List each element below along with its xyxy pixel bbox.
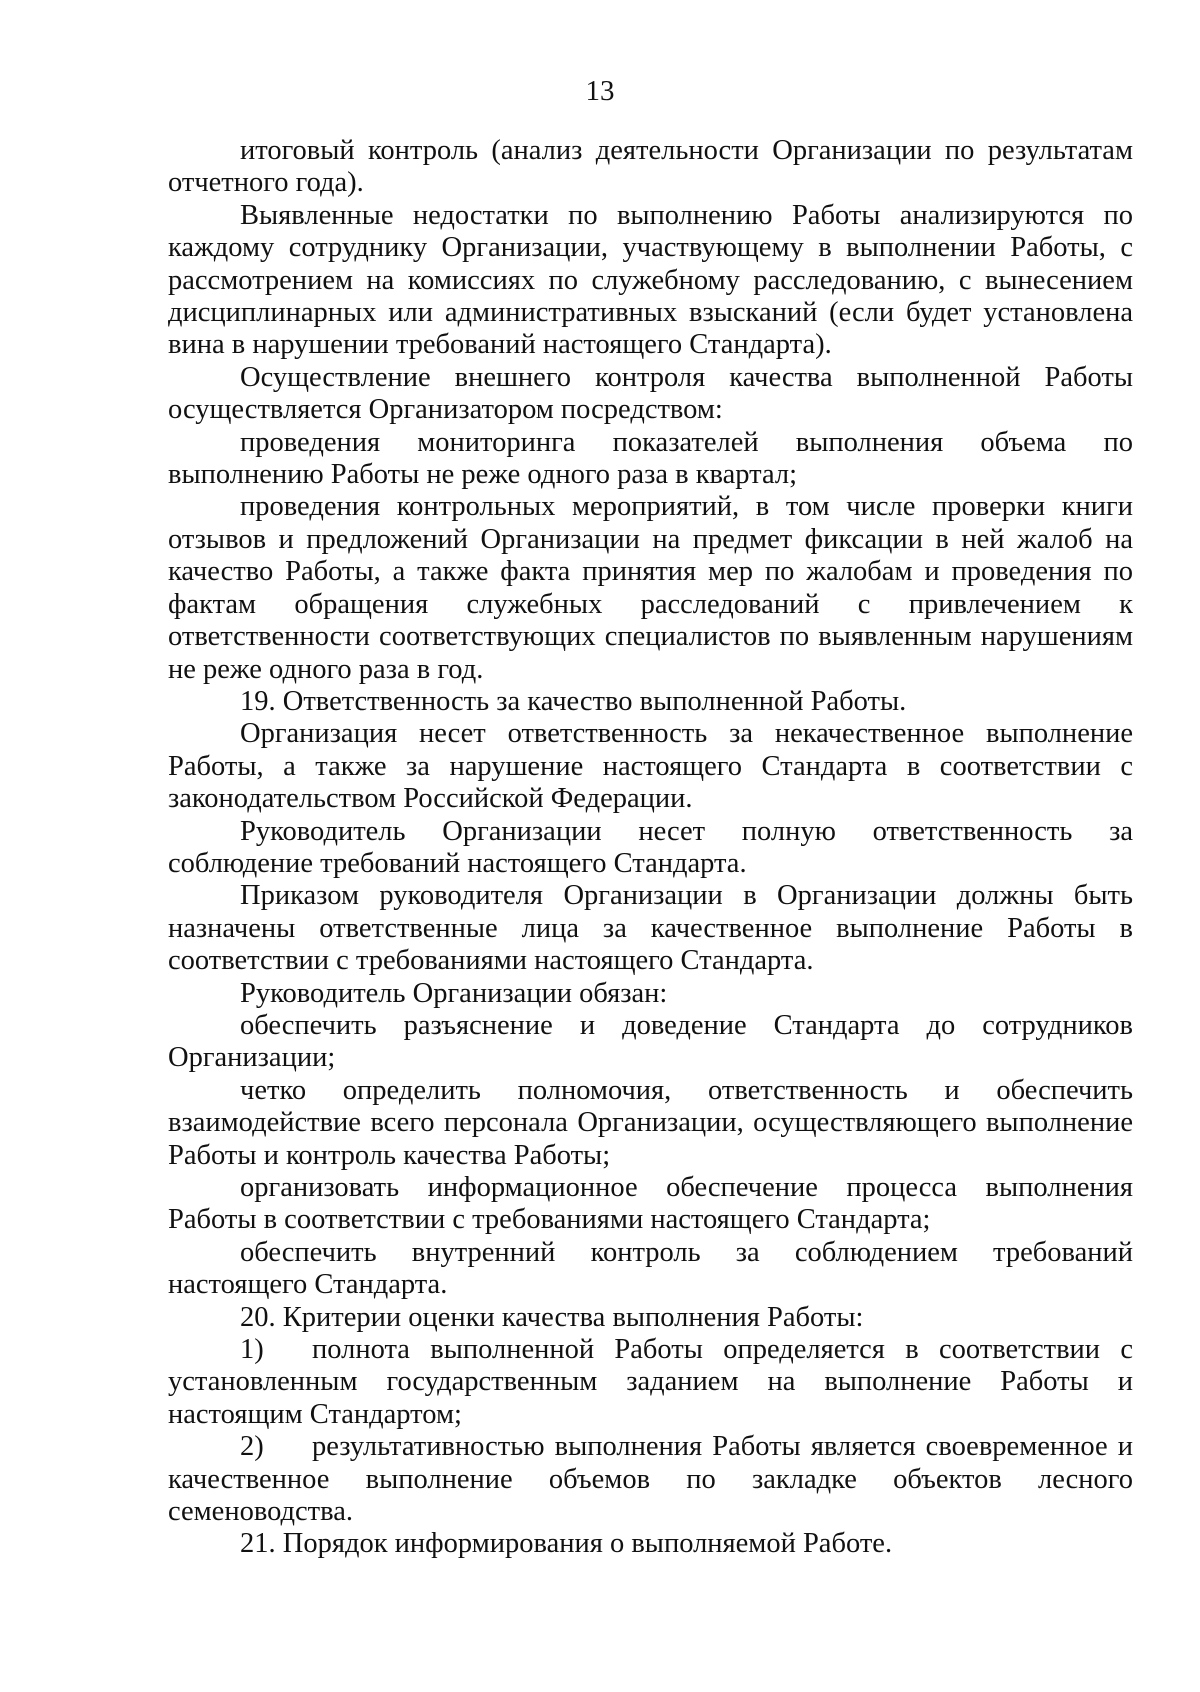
paragraph-identified-shortcomings: Выявленные недостатки по выполнению Работы анализируются по каждому сотруднику Организации, участвующему в выполнении Работы, с рассмотрением на комиссиях по служебному расследованию, с вынесением дисциплинарных или административных взысканий (если будет установлена вина в нарушении требований настоящего Стандарта). <box>168 199 1133 361</box>
paragraph-monitoring: проведения мониторинга показателей выполнения объема по выполнению Работы не реже одного раза в квартал; <box>168 426 1133 491</box>
paragraph-obligation-explain: обеспечить разъяснение и доведение Стандарта до сотрудников Организации; <box>168 1009 1133 1074</box>
document-body <box>168 135 1133 1561</box>
paragraph-head-responsibility: Руководитель Организации несет полную ответственность за соблюдение требований настоящего Стандарта. <box>168 815 1133 879</box>
item-text: результативностью выполнения Работы является своевременное и качественное выполнение объемов по закладке объектов лесного семеноводства. <box>168 1431 1133 1528</box>
item-number: 1) <box>240 1334 264 1366</box>
paragraph-order-of-head: Приказом руководителя Организации в Организации должны быть назначены ответственные лица за качественное выполнение Работы в соответствии с требованиями настоящего Стандарта. <box>168 880 1133 977</box>
paragraph-control-activities: проведения контрольных мероприятий, в том числе проверки книги отзывов и предложений Организации на предмет фиксации в ней жалоб на качество Работы, а также факта принятия мер по жалобам и проведения по фактам обращения служебных расследований с привлечением к ответственности соответствующих специалистов по выявленным нарушениям не реже одного раза в год. <box>168 491 1133 685</box>
item-text: полнота выполненной Работы определяется в соответствии с установленным государственным заданием на выполнение Работы и настоящим Стандартом; <box>168 1334 1133 1430</box>
paragraph-obligation-define: четко определить полномочия, ответственность и обеспечить взаимодействие всего персонала Организации, осуществляющего выполнение Работы и контроль качества Работы; <box>168 1074 1133 1171</box>
paragraph-final-control: итоговый контроль (анализ деятельности Организации по результатам отчетного года). <box>168 135 1133 199</box>
paragraph-obligation-internal-control: обеспечить внутренний контроль за соблюдением требований настоящего Стандарта. <box>168 1236 1133 1301</box>
item-number: 2) <box>240 1431 264 1463</box>
section-heading-19: 19. Ответственность за качество выполненной Работы. <box>240 685 907 717</box>
numbered-item <box>168 1431 1133 1528</box>
numbered-item <box>168 1334 1133 1431</box>
paragraph-head-obliged: Руководитель Организации обязан: <box>240 977 668 1009</box>
paragraph-organization-responsibility: Организация несет ответственность за некачественное выполнение Работы, а также за нарушение настоящего Стандарта в соответствии с законодательством Российской Федерации. <box>168 718 1133 815</box>
section-heading-21: 21. Порядок информирования о выполняемой Работе. <box>240 1528 893 1560</box>
paragraph-obligation-information: организовать информационное обеспечение процесса выполнения Работы в соответствии с требованиями настоящего Стандарта; <box>168 1172 1133 1236</box>
paragraph-external-control: Осуществление внешнего контроля качества выполненной Работы осуществляется Организатором посредством: <box>168 361 1133 426</box>
section-heading-20: 20. Критерии оценки качества выполнения Работы: <box>240 1301 864 1333</box>
page-number: 13 <box>585 75 615 107</box>
